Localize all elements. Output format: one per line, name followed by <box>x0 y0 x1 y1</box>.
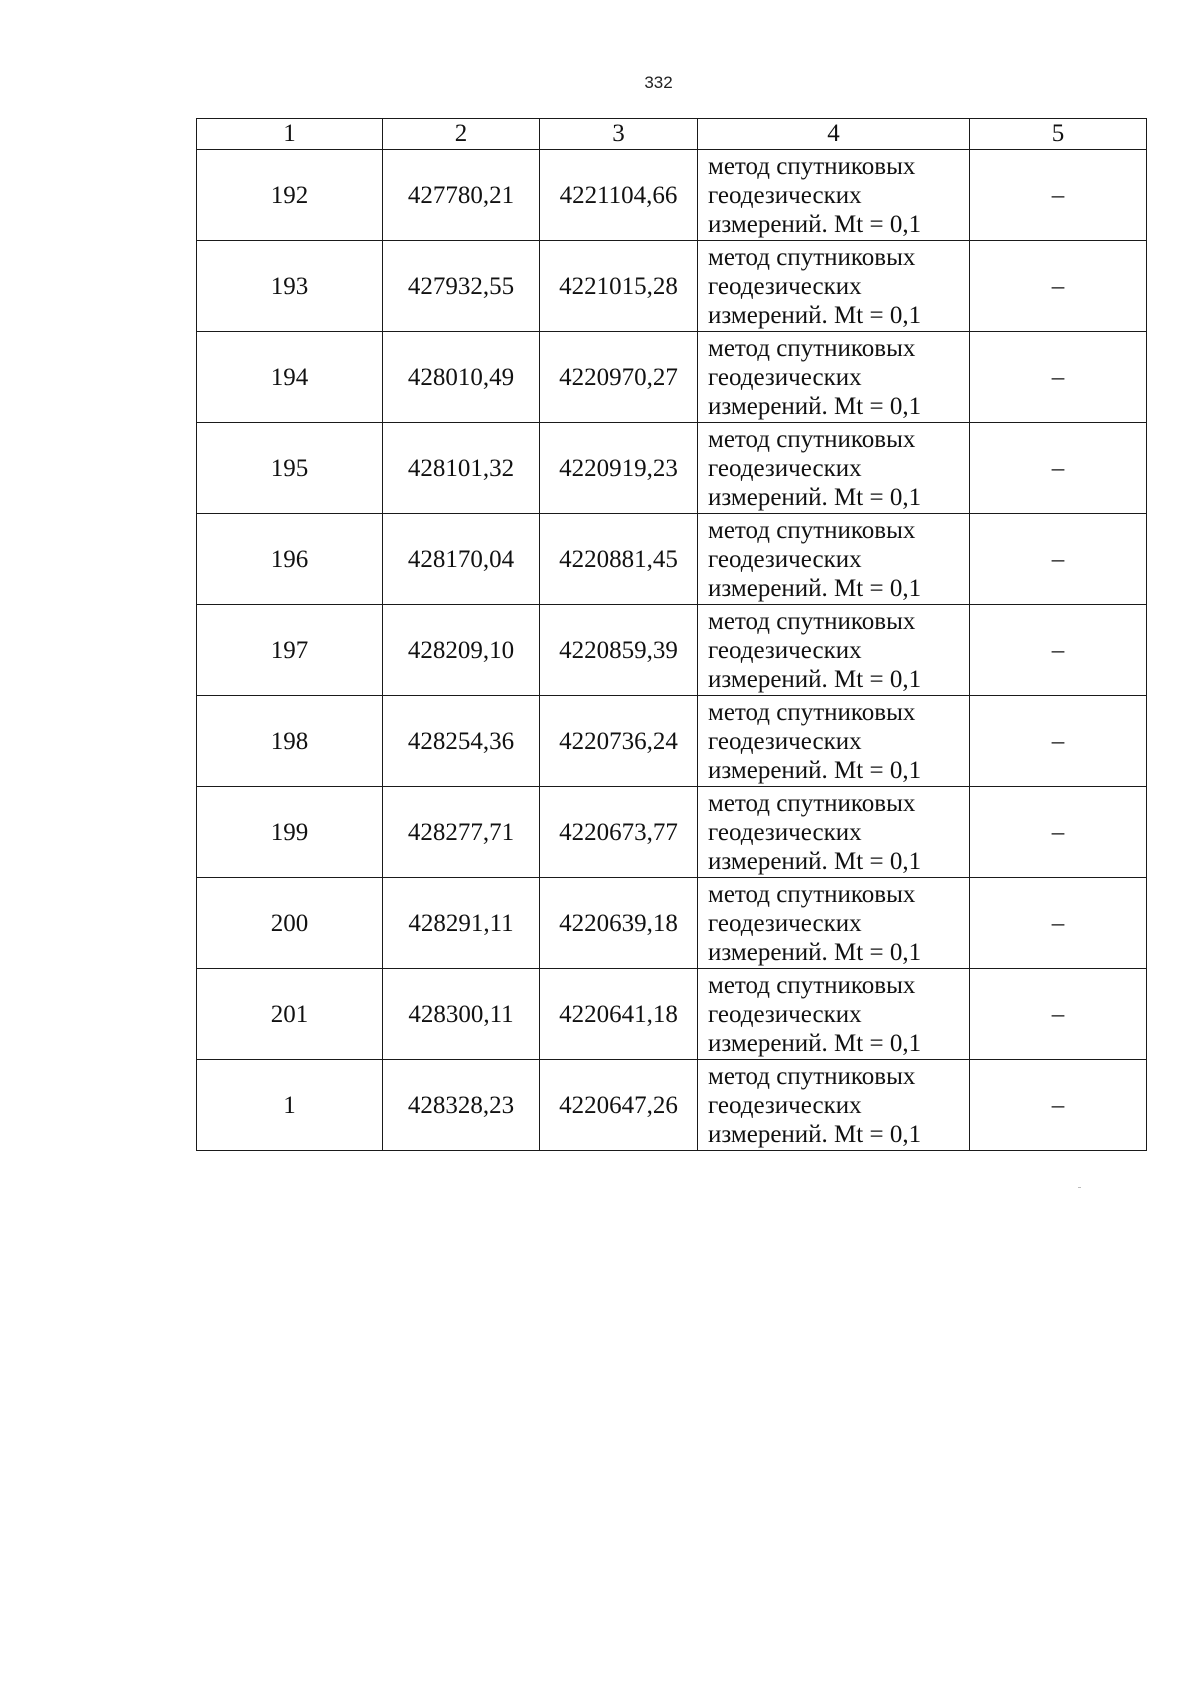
method-line: геодезических <box>708 181 862 209</box>
method-line: метод спутниковых <box>708 607 916 635</box>
point-number-cell: 192 <box>197 150 383 241</box>
x-coordinate-cell: 428328,23 <box>383 1060 540 1151</box>
method-cell <box>698 1060 970 1151</box>
method-line: геодезических <box>708 909 862 937</box>
method-line: измерений. Mt = 0,1 <box>708 938 922 966</box>
note-cell: – <box>970 696 1147 787</box>
point-number-cell: 195 <box>197 423 383 514</box>
y-coordinate-cell: 4221104,66 <box>540 150 698 241</box>
note-cell: – <box>970 605 1147 696</box>
table-row <box>197 696 1147 787</box>
table-row <box>197 787 1147 878</box>
y-coordinate-cell: 4220647,26 <box>540 1060 698 1151</box>
y-coordinate-cell: 4220881,45 <box>540 514 698 605</box>
x-coordinate-cell: 428277,71 <box>383 787 540 878</box>
y-coordinate-cell: 4220641,18 <box>540 969 698 1060</box>
x-coordinate-cell: 428101,32 <box>383 423 540 514</box>
method-cell <box>698 969 970 1060</box>
method-line: метод спутниковых <box>708 516 916 544</box>
y-coordinate-cell: 4220919,23 <box>540 423 698 514</box>
column-header-1: 1 <box>197 119 383 150</box>
x-coordinate-cell: 428209,10 <box>383 605 540 696</box>
method-line: геодезических <box>708 454 862 482</box>
table-row <box>197 241 1147 332</box>
x-coordinate-cell: 428254,36 <box>383 696 540 787</box>
method-line: геодезических <box>708 1000 862 1028</box>
table-row <box>197 423 1147 514</box>
x-coordinate-cell: 428300,11 <box>383 969 540 1060</box>
column-header-3: 3 <box>540 119 698 150</box>
method-cell <box>698 241 970 332</box>
column-header-4: 4 <box>698 119 970 150</box>
y-coordinate-cell: 4220859,39 <box>540 605 698 696</box>
table-row <box>197 878 1147 969</box>
method-cell <box>698 150 970 241</box>
method-line: метод спутниковых <box>708 971 916 999</box>
table-row <box>197 1060 1147 1151</box>
method-line: геодезических <box>708 363 862 391</box>
note-cell: – <box>970 969 1147 1060</box>
method-line: геодезических <box>708 1091 862 1119</box>
note-cell: – <box>970 878 1147 969</box>
method-line: измерений. Mt = 0,1 <box>708 210 922 238</box>
method-line: измерений. Mt = 0,1 <box>708 756 922 784</box>
y-coordinate-cell: 4220736,24 <box>540 696 698 787</box>
x-coordinate-cell: 428010,49 <box>383 332 540 423</box>
y-coordinate-cell: 4220970,27 <box>540 332 698 423</box>
table-row <box>197 514 1147 605</box>
y-coordinate-cell: 4220673,77 <box>540 787 698 878</box>
point-number-cell: 198 <box>197 696 383 787</box>
note-cell: – <box>970 423 1147 514</box>
method-cell <box>698 332 970 423</box>
point-number-cell: 197 <box>197 605 383 696</box>
column-header-5: 5 <box>970 119 1147 150</box>
method-cell <box>698 605 970 696</box>
method-line: метод спутниковых <box>708 698 916 726</box>
x-coordinate-cell: 428170,04 <box>383 514 540 605</box>
method-cell <box>698 878 970 969</box>
method-line: геодезических <box>708 727 862 755</box>
note-cell: – <box>970 514 1147 605</box>
scan-artifact <box>1078 1187 1081 1188</box>
method-line: измерений. Mt = 0,1 <box>708 1120 922 1148</box>
method-line: метод спутниковых <box>708 425 916 453</box>
table-row <box>197 150 1147 241</box>
point-number-cell: 1 <box>197 1060 383 1151</box>
point-number-cell: 194 <box>197 332 383 423</box>
method-line: измерений. Mt = 0,1 <box>708 392 922 420</box>
note-cell: – <box>970 241 1147 332</box>
y-coordinate-cell: 4221015,28 <box>540 241 698 332</box>
page-number: 332 <box>644 73 673 92</box>
method-line: геодезических <box>708 818 862 846</box>
note-cell: – <box>970 1060 1147 1151</box>
method-line: геодезических <box>708 272 862 300</box>
method-line: измерений. Mt = 0,1 <box>708 847 922 875</box>
table-row <box>197 969 1147 1060</box>
y-coordinate-cell: 4220639,18 <box>540 878 698 969</box>
method-line: измерений. Mt = 0,1 <box>708 301 922 329</box>
coordinates-table <box>196 118 1147 1151</box>
method-line: измерений. Mt = 0,1 <box>708 665 922 693</box>
method-line: геодезических <box>708 636 862 664</box>
method-cell <box>698 514 970 605</box>
x-coordinate-cell: 428291,11 <box>383 878 540 969</box>
method-line: метод спутниковых <box>708 243 916 271</box>
point-number-cell: 199 <box>197 787 383 878</box>
table-row <box>197 332 1147 423</box>
point-number-cell: 200 <box>197 878 383 969</box>
point-number-cell: 193 <box>197 241 383 332</box>
table-body <box>197 150 1147 1151</box>
x-coordinate-cell: 427780,21 <box>383 150 540 241</box>
point-number-cell: 201 <box>197 969 383 1060</box>
column-header-2: 2 <box>383 119 540 150</box>
table-row <box>197 605 1147 696</box>
table-header-row <box>197 119 1147 150</box>
method-line: метод спутниковых <box>708 880 916 908</box>
note-cell: – <box>970 332 1147 423</box>
method-line: метод спутниковых <box>708 152 916 180</box>
method-cell <box>698 423 970 514</box>
x-coordinate-cell: 427932,55 <box>383 241 540 332</box>
method-line: геодезических <box>708 545 862 573</box>
note-cell: – <box>970 150 1147 241</box>
method-line: измерений. Mt = 0,1 <box>708 574 922 602</box>
method-line: измерений. Mt = 0,1 <box>708 1029 922 1057</box>
method-line: метод спутниковых <box>708 789 916 817</box>
method-line: измерений. Mt = 0,1 <box>708 483 922 511</box>
note-cell: – <box>970 787 1147 878</box>
method-line: метод спутниковых <box>708 334 916 362</box>
method-cell <box>698 787 970 878</box>
method-cell <box>698 696 970 787</box>
point-number-cell: 196 <box>197 514 383 605</box>
method-line: метод спутниковых <box>708 1062 916 1090</box>
